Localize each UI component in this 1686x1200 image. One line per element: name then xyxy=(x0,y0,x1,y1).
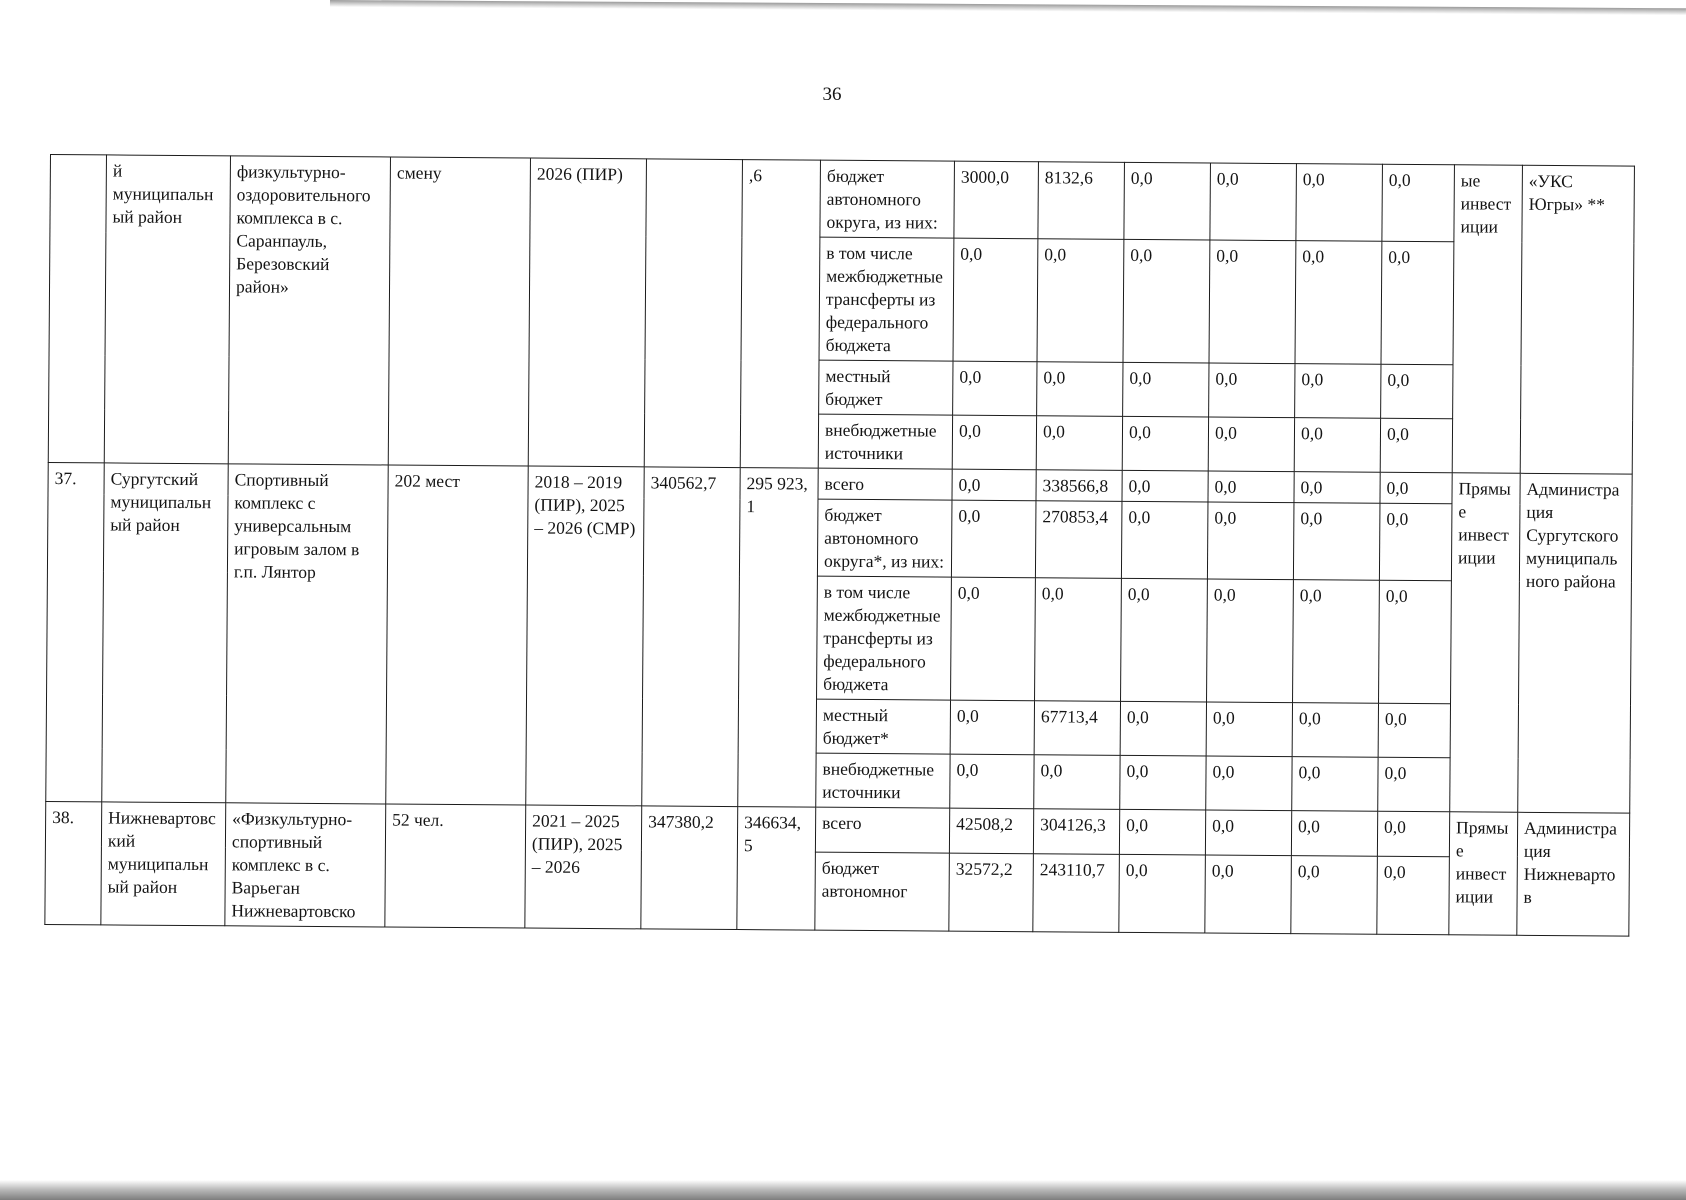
period-cell: 2021 – 2025 (ПИР), 2025 – 2026 xyxy=(525,805,642,929)
capacity-cell: смену xyxy=(388,157,530,466)
funding-value-cell: 0,0 xyxy=(952,415,1036,470)
funding-value-cell: 0,0 xyxy=(1381,364,1453,419)
period-cell: 2026 (ПИР) xyxy=(528,158,646,467)
funding-value-cell: 0,0 xyxy=(1294,418,1380,473)
funding-value-cell: 0,0 xyxy=(1119,854,1206,933)
funding-value-cell: 0,0 xyxy=(1382,164,1455,242)
funding-source-cell: в том числе межбюджетные трансферты из федерального бюджета xyxy=(817,576,952,700)
funding-value-cell: 0,0 xyxy=(1291,811,1377,856)
funding-value-cell: 0,0 xyxy=(1291,855,1378,934)
funding-value-cell: 0,0 xyxy=(1380,472,1452,504)
funding-value-cell: 0,0 xyxy=(1381,241,1454,365)
funding-value-cell: 0,0 xyxy=(1205,855,1292,934)
funding-value-cell: 0,0 xyxy=(1037,362,1123,417)
funding-source-cell: всего xyxy=(818,468,952,500)
funding-value-cell: 0,0 xyxy=(1035,578,1122,702)
table-body xyxy=(45,155,1635,937)
funding-value-cell: 0,0 xyxy=(1296,164,1383,242)
funding-value-cell: 0,0 xyxy=(1205,810,1291,855)
funding-value-cell: 0,0 xyxy=(1122,416,1208,471)
customer-cell: «УКС Югры» ** xyxy=(1520,165,1634,474)
funding-value-cell: 0,0 xyxy=(1124,162,1211,240)
funding-value-cell: 0,0 xyxy=(1120,755,1206,810)
funding-source-cell: бюджет автономног xyxy=(815,852,950,931)
object-name-cell: Спортивный комплекс с универсальным игровым залом в г.п. Лянтор xyxy=(226,464,388,804)
row-number: 38. xyxy=(45,801,102,924)
funding-value-cell: 0,0 xyxy=(1207,502,1294,580)
remaining-cost-cell: ,6 xyxy=(740,160,820,469)
funding-source-cell: всего xyxy=(815,807,949,853)
investment-form-cell: ые инвестиции xyxy=(1452,165,1522,473)
district-cell: Сургутский муниципальный район xyxy=(102,463,228,803)
funding-value-cell: 0,0 xyxy=(1378,757,1450,812)
capacity-cell: 52 чел. xyxy=(385,804,526,928)
customer-cell: Администрация Сургутского муниципального района xyxy=(1518,473,1632,813)
object-name-cell: «Физкультурно-спортивный комплекс в с. Варьеган Нижневартовско xyxy=(225,803,386,927)
funding-value-cell: 0,0 xyxy=(1292,703,1378,758)
funding-value-cell: 0,0 xyxy=(1379,580,1452,704)
funding-value-cell: 42508,2 xyxy=(949,808,1033,853)
funding-value-cell: 0,0 xyxy=(953,238,1038,362)
funding-value-cell: 0,0 xyxy=(1119,809,1205,854)
funding-value-cell: 0,0 xyxy=(1207,579,1294,703)
total-cost-cell: 340562,7 xyxy=(642,467,740,807)
funding-value-cell: 0,0 xyxy=(1209,240,1296,364)
page-number: 36 xyxy=(822,84,842,105)
funding-value-cell: 8132,6 xyxy=(1038,162,1125,240)
district-cell: Нижневартовский муниципальный район xyxy=(101,802,226,926)
district-cell: й муниципальный район xyxy=(104,155,230,464)
funding-value-cell: 304126,3 xyxy=(1033,809,1119,854)
funding-value-cell: 0,0 xyxy=(1122,470,1208,502)
funding-value-cell: 0,0 xyxy=(1378,703,1450,758)
funding-value-cell: 0,0 xyxy=(1120,701,1206,756)
funding-value-cell: 0,0 xyxy=(1206,702,1292,757)
funding-value-cell: 0,0 xyxy=(1034,755,1120,810)
funding-value-cell: 0,0 xyxy=(1123,239,1210,363)
funding-value-cell: 0,0 xyxy=(952,469,1036,501)
total-cost-cell xyxy=(644,159,742,468)
funding-source-cell: в том числе межбюджетные трансферты из федерального бюджета xyxy=(819,237,954,361)
funding-value-cell: 0,0 xyxy=(1209,363,1295,418)
scan-edge-top xyxy=(330,0,1686,15)
funding-value-cell: 0,0 xyxy=(1123,362,1209,417)
funding-value-cell: 3000,0 xyxy=(954,161,1039,239)
funding-value-cell: 0,0 xyxy=(1293,580,1380,704)
funding-value-cell: 0,0 xyxy=(1037,239,1124,363)
funding-source-cell: местный бюджет xyxy=(819,360,953,415)
funding-value-cell: 0,0 xyxy=(950,754,1034,809)
funding-value-cell: 0,0 xyxy=(1121,578,1208,702)
investment-form-cell: Прямые инвестиции xyxy=(1450,473,1520,812)
funding-source-cell: бюджет автономного округа, из них: xyxy=(820,160,955,238)
funding-value-cell: 67713,4 xyxy=(1034,701,1120,756)
total-cost-cell: 347380,2 xyxy=(641,806,738,930)
funding-source-cell: внебюджетные источники xyxy=(816,753,950,808)
funding-value-cell: 243110,7 xyxy=(1033,854,1120,933)
row-number xyxy=(48,155,106,463)
funding-value-cell: 0,0 xyxy=(1295,241,1382,365)
funding-value-cell: 0,0 xyxy=(1293,503,1380,581)
row-number: 37. xyxy=(46,462,104,801)
funding-source-cell: местный бюджет* xyxy=(816,699,950,754)
funding-value-cell: 270853,4 xyxy=(1035,501,1122,579)
funding-value-cell: 0,0 xyxy=(1292,757,1378,812)
capacity-cell: 202 мест xyxy=(386,465,528,805)
funding-value-cell: 0,0 xyxy=(1377,856,1450,935)
funding-value-cell: 0,0 xyxy=(950,700,1034,755)
funding-value-cell: 0,0 xyxy=(1208,417,1294,472)
funding-value-cell: 0,0 xyxy=(1121,501,1208,579)
funding-value-cell: 0,0 xyxy=(953,361,1037,416)
funding-value-cell: 0,0 xyxy=(1206,756,1292,811)
funding-value-cell: 0,0 xyxy=(1380,418,1452,473)
funding-value-cell: 0,0 xyxy=(1208,471,1294,503)
table-row xyxy=(50,155,1635,244)
funding-value-cell: 0,0 xyxy=(951,500,1036,578)
funding-source-cell: бюджет автономного округа*, из них: xyxy=(817,499,952,577)
funding-value-cell: 0,0 xyxy=(1379,503,1452,581)
funding-value-cell: 0,0 xyxy=(1295,364,1381,419)
object-name-cell: физкультурно-оздоровительного комплекса в с. Саранпауль, Березовский район» xyxy=(228,156,390,465)
funding-value-cell: 0,0 xyxy=(1036,416,1122,471)
funding-value-cell: 338566,8 xyxy=(1036,470,1122,502)
scan-edge-bottom xyxy=(0,1180,1686,1200)
customer-cell: Администрация Нижневартов xyxy=(1517,812,1630,936)
funding-value-cell: 0,0 xyxy=(1210,163,1297,241)
funding-value-cell: 32572,2 xyxy=(949,853,1034,932)
funding-value-cell: 0,0 xyxy=(1377,811,1449,856)
funding-value-cell: 0,0 xyxy=(951,577,1036,701)
investment-form-cell: Прямые инвестиции xyxy=(1449,812,1518,935)
investment-objects-table xyxy=(44,154,1635,937)
remaining-cost-cell: 295 923,1 xyxy=(738,468,818,808)
remaining-cost-cell: 346634,5 xyxy=(737,807,816,931)
period-cell: 2018 – 2019 (ПИР), 2025 – 2026 (СМР) xyxy=(526,466,644,806)
funding-value-cell: 0,0 xyxy=(1294,472,1380,504)
funding-source-cell: внебюджетные источники xyxy=(818,414,952,469)
